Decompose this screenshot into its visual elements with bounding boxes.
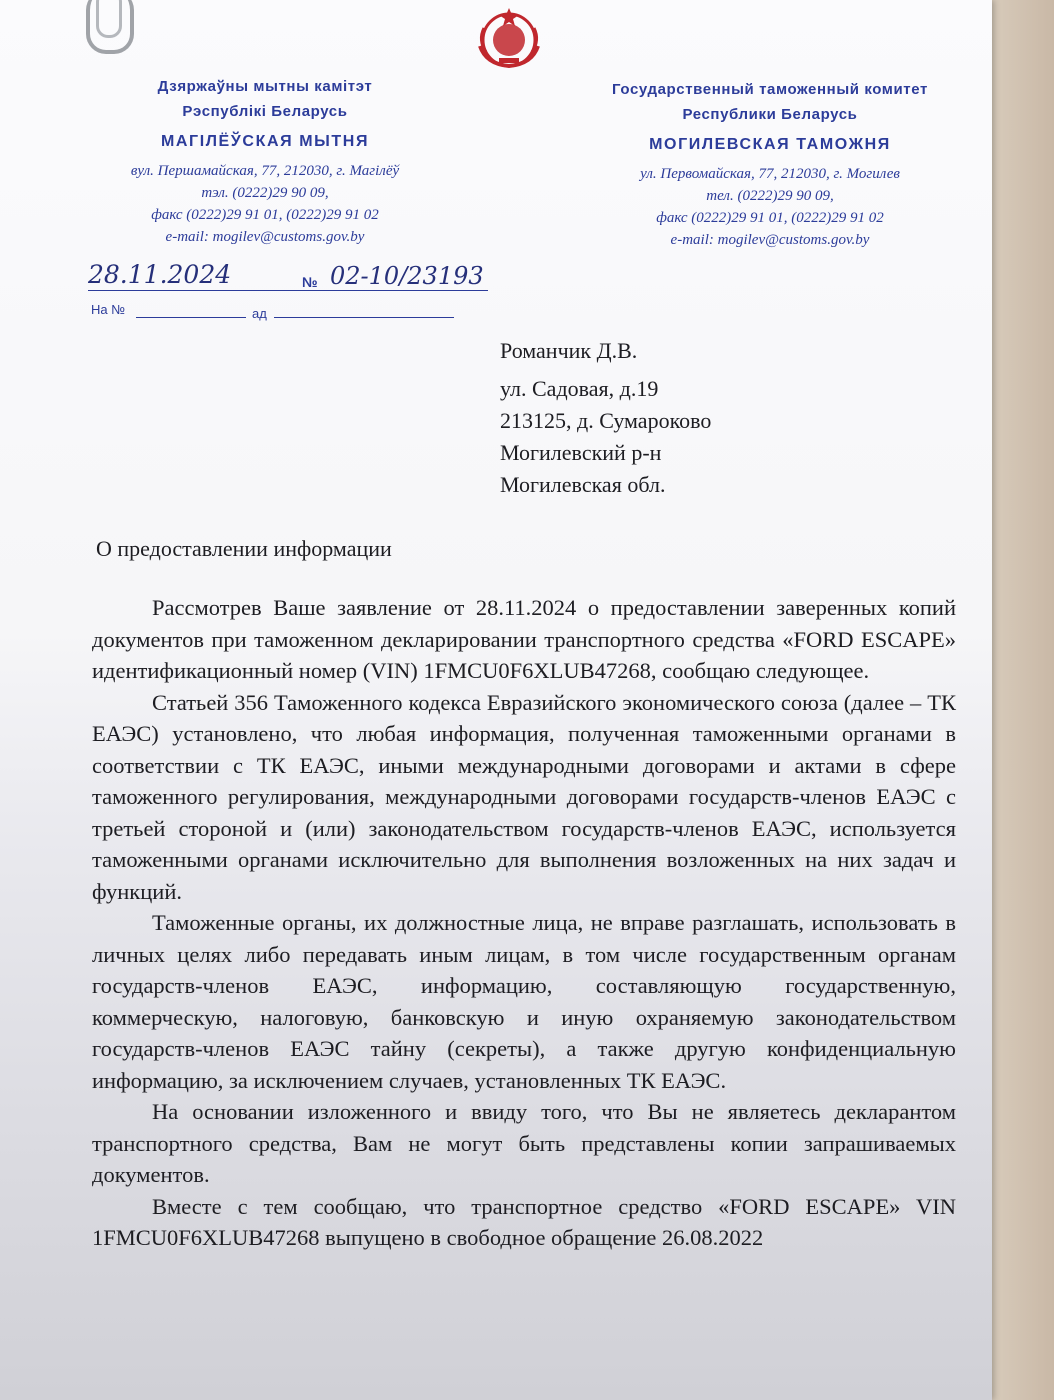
customs-name-by: МАГІЛЁЎСКАЯ МЫТНЯ [160, 133, 370, 150]
recipient-street: ул. Садовая, д.19 [500, 376, 659, 401]
republic-name-by: Рэспублікі Беларусь [182, 103, 348, 120]
paper-clip-inner [96, 0, 122, 38]
na-underline [136, 317, 246, 318]
email-ru: e-mail: mogilev@customs.gov.by [670, 232, 870, 248]
header-right [590, 77, 950, 251]
phone-by: тэл. (0222)29 90 09, [201, 185, 329, 201]
paragraph: Статьей 356 Таможенного кодекса Евразийского экономического союза (далее – ТК ЕАЭС) установлено, что любая информация, полученная таможенными органами в соответствии с ТК ЕАЭС, иными международными договорами и актами в сфере таможенного регулирования, международными договорами государств-членов ЕАЭС с третьей стороной и (или) законодательством государств-членов ЕАЭС, используется таможенными органами исключительно для выполнения возложенных на них задач и функций. [92, 689, 956, 904]
fax-ru: факс (0222)29 91 01, (0222)29 91 02 [656, 210, 884, 226]
republic-name-ru: Республики Беларусь [682, 106, 858, 123]
email-by: e-mail: mogilev@customs.gov.by [165, 229, 365, 245]
fax-by: факс (0222)29 91 01, (0222)29 91 02 [151, 207, 379, 223]
ad-label: ад [252, 306, 267, 321]
paragraph: Рассмотрев Ваше заявление от 28.11.2024 о предоставлении заверенных копий документов при таможенном декларировании транспортного средства «FORD ESCAPE» идентификационный номер (VIN) 1FMCU0F6XLUB47268, сообщаю следующее. [92, 595, 956, 683]
address-ru: ул. Первомайская, 77, 212030, г. Могилев [640, 166, 900, 182]
recipient-block [500, 335, 711, 501]
background-surface [984, 0, 1054, 1400]
address-by: вул. Першамайская, 77, 212030, г. Магілёў [130, 163, 400, 179]
header-left [60, 74, 470, 248]
letter-body [92, 592, 956, 1254]
handwritten-date: 28.11.2024 [88, 260, 232, 289]
number-label: № [302, 274, 318, 290]
committee-name-by: Дзяржаўны мытны камітэт [157, 78, 373, 95]
recipient-district: Могилевский р-н [500, 440, 662, 465]
letter-subject: О предоставлении информации [96, 536, 392, 561]
reference-block [88, 260, 518, 330]
ad-underline [274, 317, 454, 318]
recipient-name: Романчик Д.В. [500, 338, 638, 363]
paragraph: На основании изложенного и ввиду того, что Вы не являетесь декларантом транспортного средства, Вам не могут быть представлены копии запрашиваемых документов. [92, 1099, 956, 1187]
recipient-town: 213125, д. Сумароково [500, 408, 712, 433]
paragraph: Таможенные органы, их должностные лица, не вправе разглашать, использовать в личных целях либо передавать иным лицам, в том числе государственным органам государств-членов ЕАЭС, информацию, составляющую государственную, коммерческую, налоговую, банковскую и иную охраняемую законодательством государств-членов ЕАЭС тайну (секреты), а также другую конфиденциальную информацию, за исключением случаев, установленных ТК ЕАЭС. [92, 910, 956, 1093]
belarus-emblem-icon [466, 6, 552, 68]
paragraph: Вместе с тем сообщаю, что транспортное средство «FORD ESCAPE» VIN 1FMCU0F6XLUB47268 выпущено в свободное обращение 26.08.2022 [92, 1193, 956, 1250]
reference-underline [88, 290, 488, 291]
customs-name-ru: МОГИЛЕВСКАЯ ТАМОЖНЯ [649, 136, 891, 153]
na-label: На № [91, 302, 126, 317]
handwritten-number: 02-10/23193 [330, 262, 484, 290]
committee-name-ru: Государственный таможенный комитет [612, 81, 928, 98]
recipient-region: Могилевская обл. [500, 472, 666, 497]
phone-ru: тел. (0222)29 90 09, [706, 188, 834, 204]
